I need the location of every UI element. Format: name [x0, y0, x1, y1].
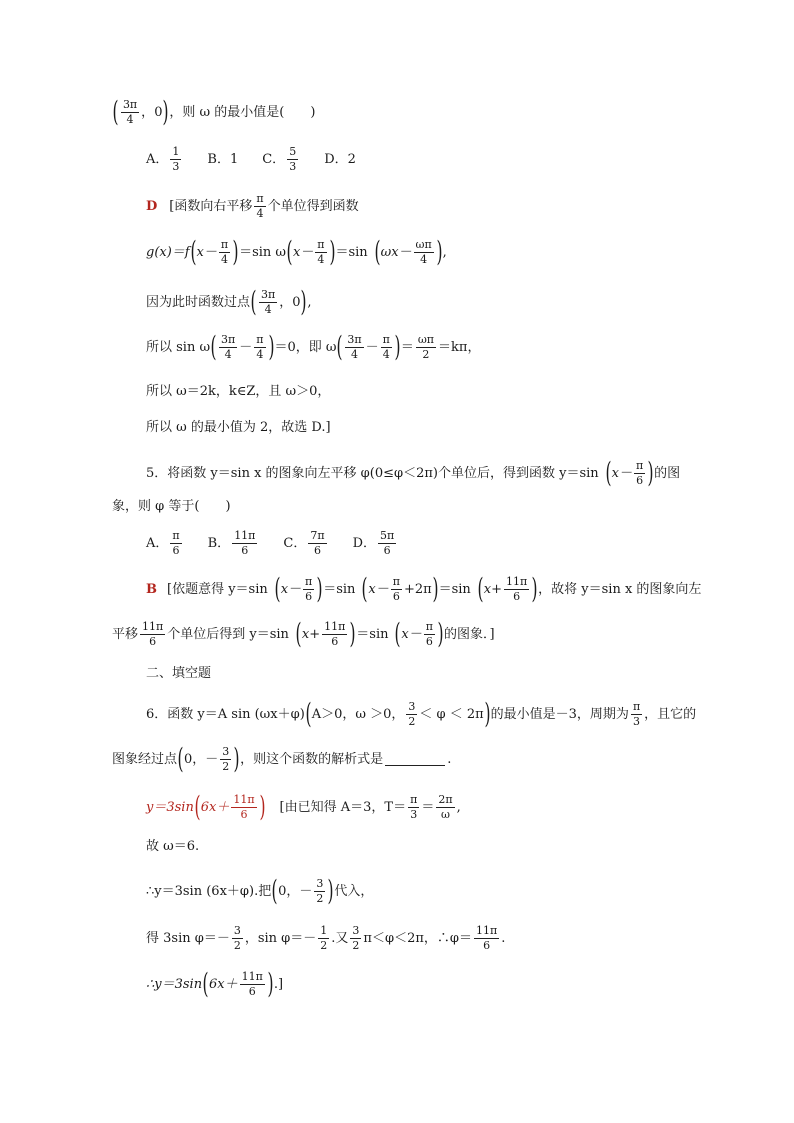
- answer-letter: D: [146, 198, 158, 214]
- q5-options: [146, 530, 422, 556]
- q6-stem-line-2: 图象经过点 ( 0，－ $\frac{3}{2}$ ) ，则这个函数的解析式是 .: [112, 742, 452, 775]
- q6-solution-line-3: ∴y＝3sin (6x＋φ).把 ( 0，－ $\frac{3}{2}$ ) 代入，: [146, 874, 374, 907]
- q5-solution-line-1: B [依题意得 y＝sin ( x－ $\frac{\pi}{6}$ ) ＝sin ( x－ $\frac{\pi}{6}$ +2π ) ＝sin ( x+ $\frac{11\pi}{6}$ ) ，故将 y＝sin x 的图象向左: [146, 572, 702, 605]
- q6-stem-line-1: 6．函数 y＝A sin (ωx＋φ) ( A＞0，ω ＞0， $\frac{3}{2}$ ＜ φ ＜ 2π ) 的最小值是－3，周期为 $\frac{\pi}{3}$ ，且它的: [146, 697, 697, 730]
- answer-letter: B: [146, 581, 157, 597]
- right-paren: ): [162, 95, 169, 128]
- q4-options: [146, 146, 380, 172]
- left-paren: (: [112, 95, 119, 128]
- option-c: C． $\frac{5}{3}$: [262, 145, 297, 173]
- q4-solution-line-5: 所以 ω＝2k，k∈Z，且 ω＞0，: [146, 384, 331, 399]
- q6-solution-line-5: ∴y＝3sin ( 6x＋ $\frac{11\pi}{6}$ ) .]: [146, 967, 284, 1000]
- q4-solution-line-4: 所以 sin ω ( $\frac{3\pi}{4}$ － $\frac{\pi}{4}$ ) ＝0，即 ω ( $\frac{3\pi}{4}$ － $\frac{\pi}{4}$ ) ＝ $\frac{\omega\pi}{2}$ ＝kπ，: [146, 330, 481, 363]
- option-d: D． 2: [324, 151, 356, 167]
- q6-solution-line-4: 得 3sin φ＝－ $\frac{3}{2}$ ，sin φ＝－ $\frac{1}{2}$ .又 $\frac{3}{2}$ π＜φ＜2π，∴φ＝ $\frac{11\pi}{6}$ .: [146, 924, 506, 952]
- q4-stem-text: ，则 ω 的最小值是( ): [169, 104, 316, 120]
- q4-solution-line-6: 所以 ω 的最小值为 2，故选 D.]: [146, 420, 331, 435]
- option-b: B． $\frac{11\pi}{6}$: [207, 529, 256, 557]
- q6-solution-line-2: 故 ω＝6.: [146, 839, 200, 854]
- q4-solution-line-1: D [函数向右平移 $\frac{\pi}{4}$ 个单位得到函数: [146, 192, 359, 220]
- option-c: C． $\frac{7\pi}{6}$: [283, 529, 325, 557]
- q4-stem-line: ( $\frac{3\pi}{4}$ ， 0 ) ，则 ω 的最小值是( ): [112, 95, 316, 128]
- fraction: $\frac{3\pi}{4}$: [122, 97, 138, 126]
- answer-expression: y＝3sin ( 6x＋ $\frac{11\pi}{6}$ ): [146, 790, 266, 823]
- option-a: A． $\frac{\pi}{6}$: [146, 529, 180, 557]
- option-d: D． $\frac{5\pi}{6}$: [352, 529, 395, 557]
- q4-solution-line-3: 因为此时函数过点 ( $\frac{3\pi}{4}$ ，0 ) ,: [146, 285, 312, 318]
- q5-solution-line-2: 平移 $\frac{11\pi}{6}$ 个单位后得到 y＝sin ( x+ $\frac{11\pi}{6}$ ) ＝sin ( x－ $\frac{\pi}{6}$ ) 的图象．]: [112, 617, 495, 650]
- q6-solution-line-1: y＝3sin ( 6x＋ $\frac{11\pi}{6}$ ) [由已知得 A＝3，T＝ $\frac{\pi}{3}$ ＝ $\frac{2\pi}{\omega}$ ,: [146, 790, 461, 823]
- q5-stem-line-2: 象，则 φ 等于( ): [112, 499, 231, 514]
- answer-blank: [385, 753, 445, 766]
- option-b: B． 1: [207, 151, 239, 167]
- q4-solution-line-2: g(x)＝f ( x－ $\frac{\pi}{4}$ ) ＝sin ω ( x－ $\frac{\pi}{4}$ ) ＝sin ( ωx－ $\frac{\omega\pi}{4}$ ) ,: [146, 235, 447, 268]
- section-title: 二、填空题: [146, 666, 212, 681]
- option-a: A． $\frac{1}{3}$: [146, 145, 180, 173]
- q5-stem-line-1: 5．将函数 y＝sin x 的图象向左平移 φ(0≤φ＜2π)个单位后，得到函数 y＝sin ( x－ $\frac{\pi}{6}$ ) 的图: [146, 456, 681, 489]
